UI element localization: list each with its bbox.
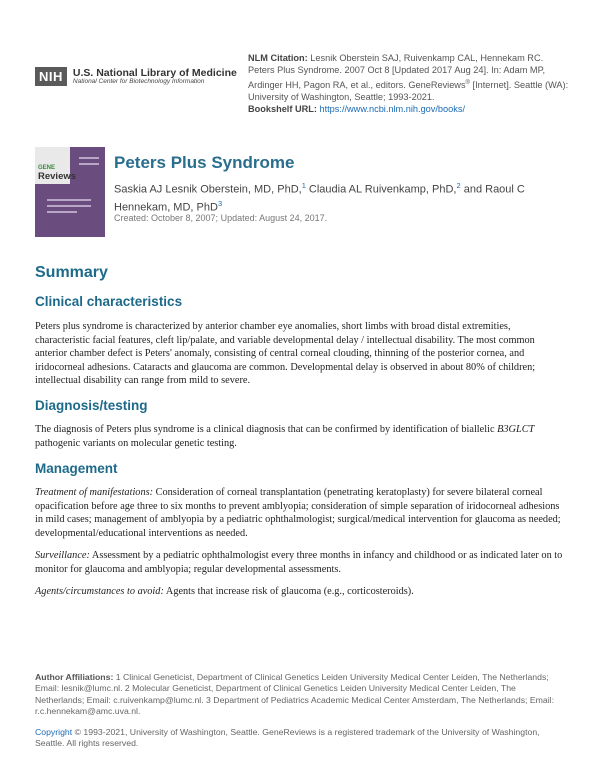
cover-line xyxy=(47,211,77,213)
bookshelf-label: Bookshelf URL: xyxy=(248,104,317,115)
author-3: and Raoul C Hennekam, MD, PhD xyxy=(114,183,525,214)
author-1: Saskia AJ Lesnik Oberstein, MD, PhD, xyxy=(114,183,302,196)
author-list xyxy=(114,179,574,214)
diagnosis-heading: Diagnosis/testing xyxy=(35,398,148,413)
citation-reg: ® xyxy=(465,79,470,86)
cover-line xyxy=(79,157,99,159)
treatment-text: Treatment of manifestations: Consideration of corneal transplantation (penetrating keratoplasty) for severe bilateral corneal opacification before age three to six months to prevent amblyopia; consideration of simple separation of iridocorneal adhesions in mild cases; management of amblyopia by a pediatric ophthalmologist; surgical/medical intervention for glaucoma as needed; developmental/educational interventions as needed. xyxy=(35,487,561,539)
author-2: Claudia AL Ruivenkamp, PhD, xyxy=(305,183,457,196)
genereviews-cover-image xyxy=(35,147,105,237)
treatment-label: Treatment of manifestations: xyxy=(35,487,154,498)
surveillance-label: Surveillance: xyxy=(35,550,90,561)
nlm-citation xyxy=(248,52,570,116)
citation-label: NLM Citation: xyxy=(248,53,308,63)
affiliations-text: 1 Clinical Geneticist, Department of Clinical Genetics Leiden University Medical Center Leiden, The Netherlands; Email: lesnik@lumc.nl. 2 Molecular Geneticist, Department of Clinical Genetics Leiden University Medical Center Leiden, The Netherlands; Email: c.ruivenkamp@lumc.nl. 3 Department of Pediatrics Academic Medical Center Amsterdam, The Netherlands; Email: r.c.hennekam@amc.uva.nl. xyxy=(35,672,555,717)
agents-to-avoid-text: Agents/circumstances to avoid: Agents that increase risk of glaucoma (e.g., corticosteroids). xyxy=(35,586,414,597)
clinical-characteristics-heading: Clinical characteristics xyxy=(35,294,183,309)
summary-heading: Summary xyxy=(35,264,108,281)
ncbi-name: National Center for Biotechnology Information xyxy=(72,77,205,85)
nlm-logo xyxy=(35,67,237,86)
management-heading: Management xyxy=(35,461,118,476)
author-affiliations xyxy=(35,672,565,718)
page-title: Peters Plus Syndrome xyxy=(114,153,295,172)
genereviews-logo: GENE Reviews xyxy=(38,165,77,182)
bookshelf-url-link[interactable]: https://www.ncbi.nlm.nih.gov/books/ xyxy=(319,104,466,115)
affiliations-label: Author Affiliations: xyxy=(35,672,114,682)
copyright-link[interactable]: Copyright xyxy=(35,727,73,737)
nlm-name: U.S. National Library of Medicine xyxy=(72,66,237,79)
copyright-text: © 1993-2021, University of Washington, Seattle. GeneReviews is a registered trademark of the University of Washington, Seattle. All rights reserved. xyxy=(35,727,540,749)
created-date: Created: October 8, 2007; Updated: August 24, 2017. xyxy=(114,213,328,223)
affiliation-link-1[interactable]: 1 xyxy=(301,181,306,190)
cover-line xyxy=(47,199,91,201)
nih-badge: NIH xyxy=(35,67,67,86)
clinical-characteristics-text: Peters plus syndrome is characterized by anterior chamber eye anomalies, short limbs with broad distal extremities, characteristic facial features, cleft lip/palate, and variable developmental delay / intellectual disability. The most common anterior chamber defect is Peters' anomaly, consisting of central corneal clouding, thinning of the posterior cornea, and iridocorneal adhesions. Cataracts and glaucoma are common. Developmental delay is observed in about 80% of children; intellectual disability can range from mild to severe. xyxy=(35,321,536,386)
gene-name: B3GLCT xyxy=(497,424,535,435)
surveillance-text: Surveillance: Assessment by a pediatric ophthalmologist every three months in infancy and childhood or as indicated later on to monitor for glaucoma and amblyopia; regular developmental assessments. xyxy=(35,550,563,575)
cover-line xyxy=(47,205,91,207)
affiliation-link-3[interactable]: 3 xyxy=(217,198,223,208)
citation-text: Lesnik Oberstein SAJ, Ruivenkamp CAL, Hennekam RC. Peters Plus Syndrome. 2007 Oct 8 [Updated 2017 Aug 24]. In: Adam MP, Ardinger HH, Pagon RA, et al., editors. GeneReviews xyxy=(248,53,546,90)
cover-line xyxy=(79,163,99,165)
agents-label: Agents/circumstances to avoid: xyxy=(35,586,164,597)
citation-text-2: [Internet]. Seattle (WA): University of Washington, Seattle; 1993-2021. xyxy=(248,79,569,102)
genereviews-logo-top: GENE xyxy=(38,165,56,171)
copyright-notice xyxy=(35,727,565,750)
affiliation-link-2[interactable]: 2 xyxy=(456,181,461,190)
diagnosis-text: The diagnosis of Peters plus syndrome is a clinical diagnosis that can be confirmed by identification of biallelic B3GLCT pathogenic variants on molecular genetic testing. xyxy=(35,424,535,449)
